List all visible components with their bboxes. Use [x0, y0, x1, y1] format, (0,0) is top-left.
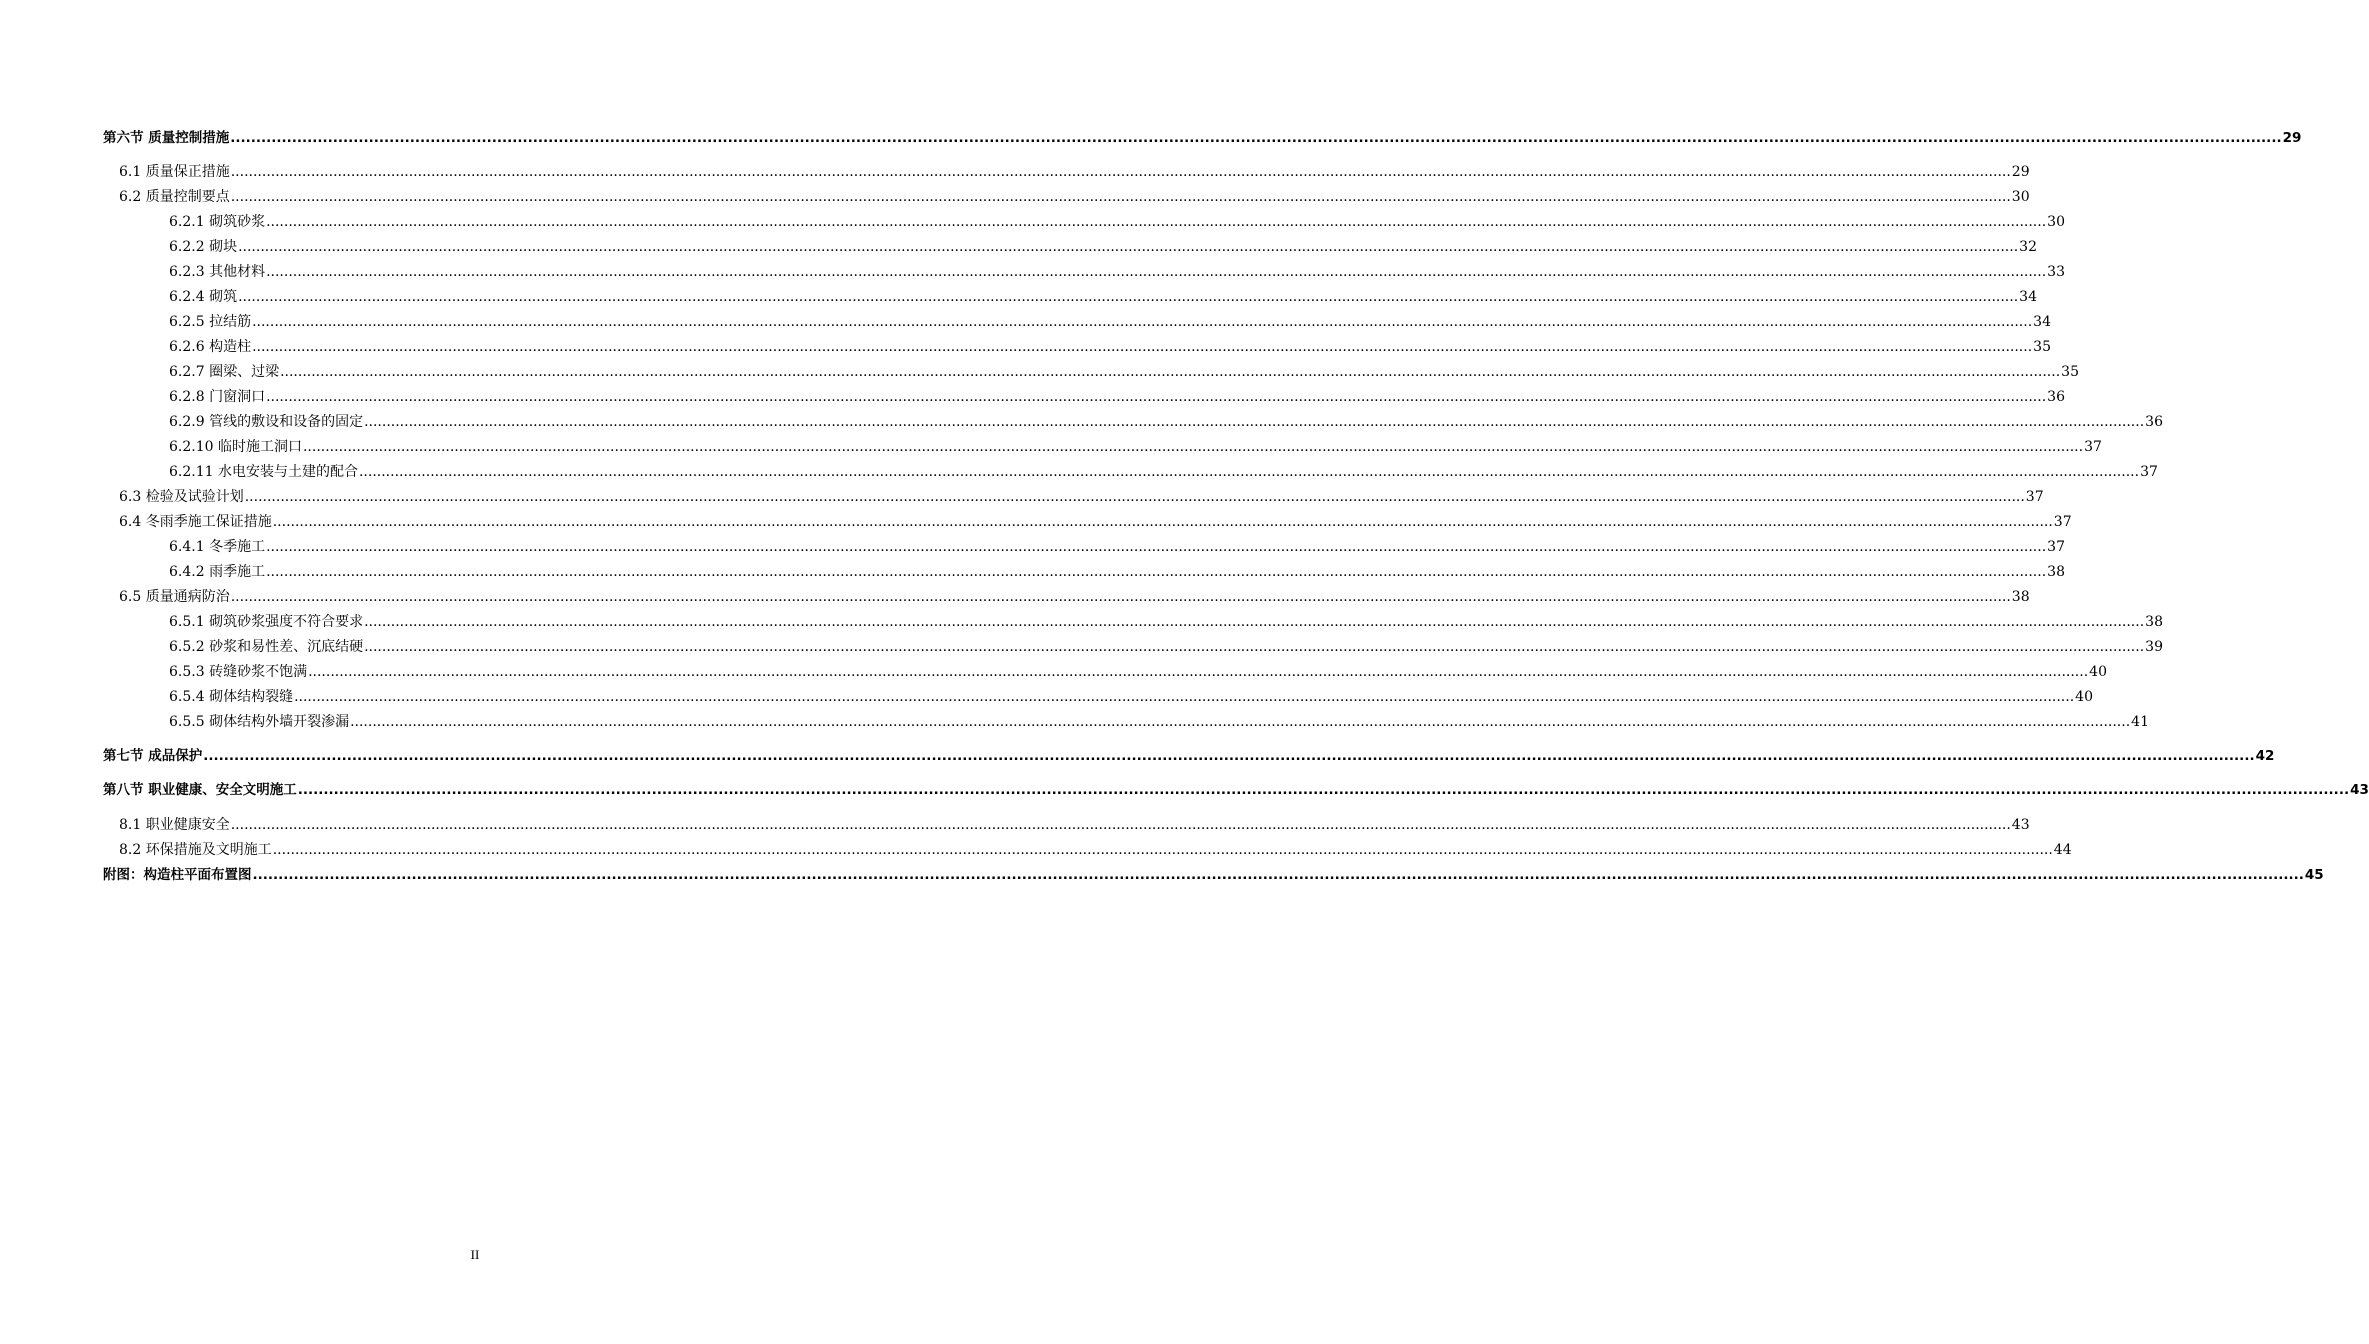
toc-entry-title: 6.2.10 临时施工洞口: [169, 439, 302, 455]
toc-entry-title: 6.2.6 构造柱: [169, 339, 252, 355]
toc-entry-title: 8.2 环保措施及文明施工: [119, 842, 272, 858]
toc-entry[interactable]: [0, 434, 2102, 456]
toc-entry[interactable]: [0, 559, 2065, 581]
toc-dot-leader: ................................................................................................................................................................................................................................................................................................................................................................................................................: [252, 339, 2033, 355]
toc-entry[interactable]: [0, 184, 2030, 206]
toc-dot-leader: ................................................................................................................................................................................................................................................................................................................................................................................................................: [364, 414, 2145, 430]
toc-dot-leader: ................................................................................................................................................................................................................................................................................................................................................................................................................: [297, 782, 2350, 798]
toc-entry-page: 40: [2089, 664, 2107, 680]
toc-entry[interactable]: [0, 284, 2037, 306]
toc-entry[interactable]: [0, 334, 2051, 356]
toc-entry[interactable]: [0, 743, 2275, 765]
toc-dot-leader: ................................................................................................................................................................................................................................................................................................................................................................................................................: [230, 589, 2011, 605]
toc-entry[interactable]: [0, 359, 2079, 381]
toc-entry-title: 6.2.1 砌筑砂浆: [169, 214, 266, 230]
toc-entry-title: 6.5.3 砖缝砂浆不饱满: [169, 664, 308, 680]
toc-entry[interactable]: [0, 837, 2072, 859]
toc-dot-leader: ................................................................................................................................................................................................................................................................................................................................................................................................................: [252, 314, 2033, 330]
toc-dot-leader: ................................................................................................................................................................................................................................................................................................................................................................................................................: [230, 817, 2011, 833]
toc-entry[interactable]: [0, 584, 2030, 606]
toc-entry-page: 36: [2047, 389, 2065, 405]
toc-dot-leader: ................................................................................................................................................................................................................................................................................................................................................................................................................: [302, 439, 2084, 455]
toc-entry-page: 30: [2011, 189, 2030, 205]
toc-entry-title: 6.1 质量保正措施: [119, 164, 230, 180]
toc-entry-title: 6.2.9 管线的敷设和设备的固定: [169, 414, 364, 430]
toc-dot-leader: ................................................................................................................................................................................................................................................................................................................................................................................................................: [266, 539, 2047, 555]
toc-dot-leader: ................................................................................................................................................................................................................................................................................................................................................................................................................: [238, 289, 2019, 305]
toc-dot-leader: ................................................................................................................................................................................................................................................................................................................................................................................................................: [358, 464, 2140, 480]
toc-entry-page: 45: [2304, 867, 2324, 883]
toc-entry-title: 6.4 冬雨季施工保证措施: [119, 514, 272, 530]
footer-page-number: II: [470, 1247, 480, 1262]
toc-entry-title: 第八节 职业健康、安全文明施工: [103, 782, 297, 798]
toc-dot-leader: ................................................................................................................................................................................................................................................................................................................................................................................................................: [266, 264, 2047, 280]
toc-entry[interactable]: [0, 209, 2065, 231]
toc-entry[interactable]: [0, 459, 2158, 481]
toc-entry-page: 37: [2140, 464, 2158, 480]
toc-entry[interactable]: [0, 159, 2030, 181]
toc-entry-title: 6.2 质量控制要点: [119, 189, 230, 205]
toc-dot-leader: ................................................................................................................................................................................................................................................................................................................................................................................................................: [272, 514, 2053, 530]
toc-dot-leader: ................................................................................................................................................................................................................................................................................................................................................................................................................: [230, 164, 2011, 180]
toc-entry-page: 35: [2061, 364, 2079, 380]
toc-dot-leader: ................................................................................................................................................................................................................................................................................................................................................................................................................: [252, 867, 2304, 883]
toc-entry-page: 40: [2075, 689, 2093, 705]
toc-entry-title: 6.5.1 砌筑砂浆强度不符合要求: [169, 614, 364, 630]
toc-entry-page: 35: [2033, 339, 2051, 355]
toc-entry-page: 30: [2047, 214, 2065, 230]
toc-dot-leader: ................................................................................................................................................................................................................................................................................................................................................................................................................: [266, 214, 2047, 230]
toc-entry[interactable]: [0, 259, 2065, 281]
toc-entry-title: 附图：构造柱平面布置图: [103, 867, 252, 883]
toc-entry-page: 34: [2033, 314, 2051, 330]
toc-dot-leader: ................................................................................................................................................................................................................................................................................................................................................................................................................: [230, 189, 2011, 205]
toc-entry-page: 37: [2047, 539, 2065, 555]
toc-dot-leader: ................................................................................................................................................................................................................................................................................................................................................................................................................: [244, 489, 2025, 505]
toc-entry[interactable]: [0, 709, 2149, 731]
toc-entry-page: 38: [2047, 564, 2065, 580]
toc-entry[interactable]: [0, 634, 2163, 656]
toc-entry-page: 41: [2131, 714, 2149, 730]
toc-entry-page: 37: [2053, 514, 2072, 530]
toc-entry-page: 38: [2011, 589, 2030, 605]
toc-entry-page: 43: [2011, 817, 2030, 833]
toc-entry[interactable]: [0, 684, 2093, 706]
toc-entry[interactable]: [0, 309, 2051, 331]
toc-entry-page: 32: [2019, 239, 2037, 255]
toc-entry-title: 6.5 质量通病防治: [119, 589, 230, 605]
toc-dot-leader: ................................................................................................................................................................................................................................................................................................................................................................................................................: [272, 842, 2053, 858]
toc-entry[interactable]: [0, 234, 2037, 256]
toc-entry-page: 29: [2282, 130, 2302, 146]
toc-dot-leader: ................................................................................................................................................................................................................................................................................................................................................................................................................: [280, 364, 2061, 380]
toc-entry-title: 第七节 成品保护: [103, 748, 203, 764]
toc-dot-leader: ................................................................................................................................................................................................................................................................................................................................................................................................................: [230, 130, 2282, 146]
toc-entry-page: 37: [2025, 489, 2044, 505]
toc-entry-title: 6.2.5 拉结筋: [169, 314, 252, 330]
toc-entry-title: 6.5.2 砂浆和易性差、沉底结硬: [169, 639, 364, 655]
toc-dot-leader: ................................................................................................................................................................................................................................................................................................................................................................................................................: [238, 239, 2019, 255]
toc-dot-leader: ................................................................................................................................................................................................................................................................................................................................................................................................................: [266, 389, 2047, 405]
toc-entry-title: 8.1 职业健康安全: [119, 817, 230, 833]
toc-entry-page: 42: [2255, 748, 2275, 764]
toc-entry-title: 6.4.1 冬季施工: [169, 539, 266, 555]
toc-entry-title: 第六节 质量控制措施: [103, 130, 230, 146]
toc-entry-page: 38: [2145, 614, 2163, 630]
toc-entry[interactable]: [0, 484, 2044, 506]
toc-dot-leader: ................................................................................................................................................................................................................................................................................................................................................................................................................: [364, 614, 2145, 630]
toc-entry-title: 6.2.4 砌筑: [169, 289, 238, 305]
toc-entry[interactable]: [0, 384, 2065, 406]
toc-dot-leader: ................................................................................................................................................................................................................................................................................................................................................................................................................: [294, 689, 2075, 705]
toc-dot-leader: ................................................................................................................................................................................................................................................................................................................................................................................................................: [308, 664, 2089, 680]
toc-entry[interactable]: [0, 534, 2065, 556]
toc-entry-page: 39: [2145, 639, 2163, 655]
toc-entry-title: 6.3 检验及试验计划: [119, 489, 244, 505]
toc-entry-page: 36: [2145, 414, 2163, 430]
toc-entry-page: 37: [2084, 439, 2102, 455]
toc-entry-title: 6.5.4 砌体结构裂缝: [169, 689, 294, 705]
toc-entry-title: 6.2.3 其他材料: [169, 264, 266, 280]
toc-entry[interactable]: [0, 509, 2072, 531]
toc-entry-title: 6.2.8 门窗洞口: [169, 389, 266, 405]
toc-entry[interactable]: [0, 125, 2302, 147]
toc-entry-title: 6.5.5 砌体结构外墙开裂渗漏: [169, 714, 350, 730]
toc-entry-page: 44: [2053, 842, 2072, 858]
toc-entry-page: 34: [2019, 289, 2037, 305]
toc-entry-title: 6.4.2 雨季施工: [169, 564, 266, 580]
toc-entry-page: 33: [2047, 264, 2065, 280]
toc-entry[interactable]: [0, 609, 2163, 631]
toc-entry[interactable]: [0, 812, 2030, 834]
toc-entry[interactable]: [0, 409, 2163, 431]
toc-entry-title: 6.2.7 圈梁、过梁: [169, 364, 280, 380]
toc-entry[interactable]: [0, 659, 2107, 681]
toc-dot-leader: ................................................................................................................................................................................................................................................................................................................................................................................................................: [350, 714, 2131, 730]
toc-dot-leader: ................................................................................................................................................................................................................................................................................................................................................................................................................: [203, 748, 2255, 764]
toc-entry-page: 43: [2350, 782, 2369, 798]
toc-dot-leader: ................................................................................................................................................................................................................................................................................................................................................................................................................: [364, 639, 2145, 655]
toc-dot-leader: ................................................................................................................................................................................................................................................................................................................................................................................................................: [266, 564, 2047, 580]
toc-entry-page: 29: [2011, 164, 2030, 180]
toc-entry-title: 6.2.2 砌块: [169, 239, 238, 255]
toc-entry-title: 6.2.11 水电安装与土建的配合: [169, 464, 358, 480]
toc-entry[interactable]: [0, 862, 2324, 884]
toc-entry[interactable]: [0, 777, 2369, 799]
